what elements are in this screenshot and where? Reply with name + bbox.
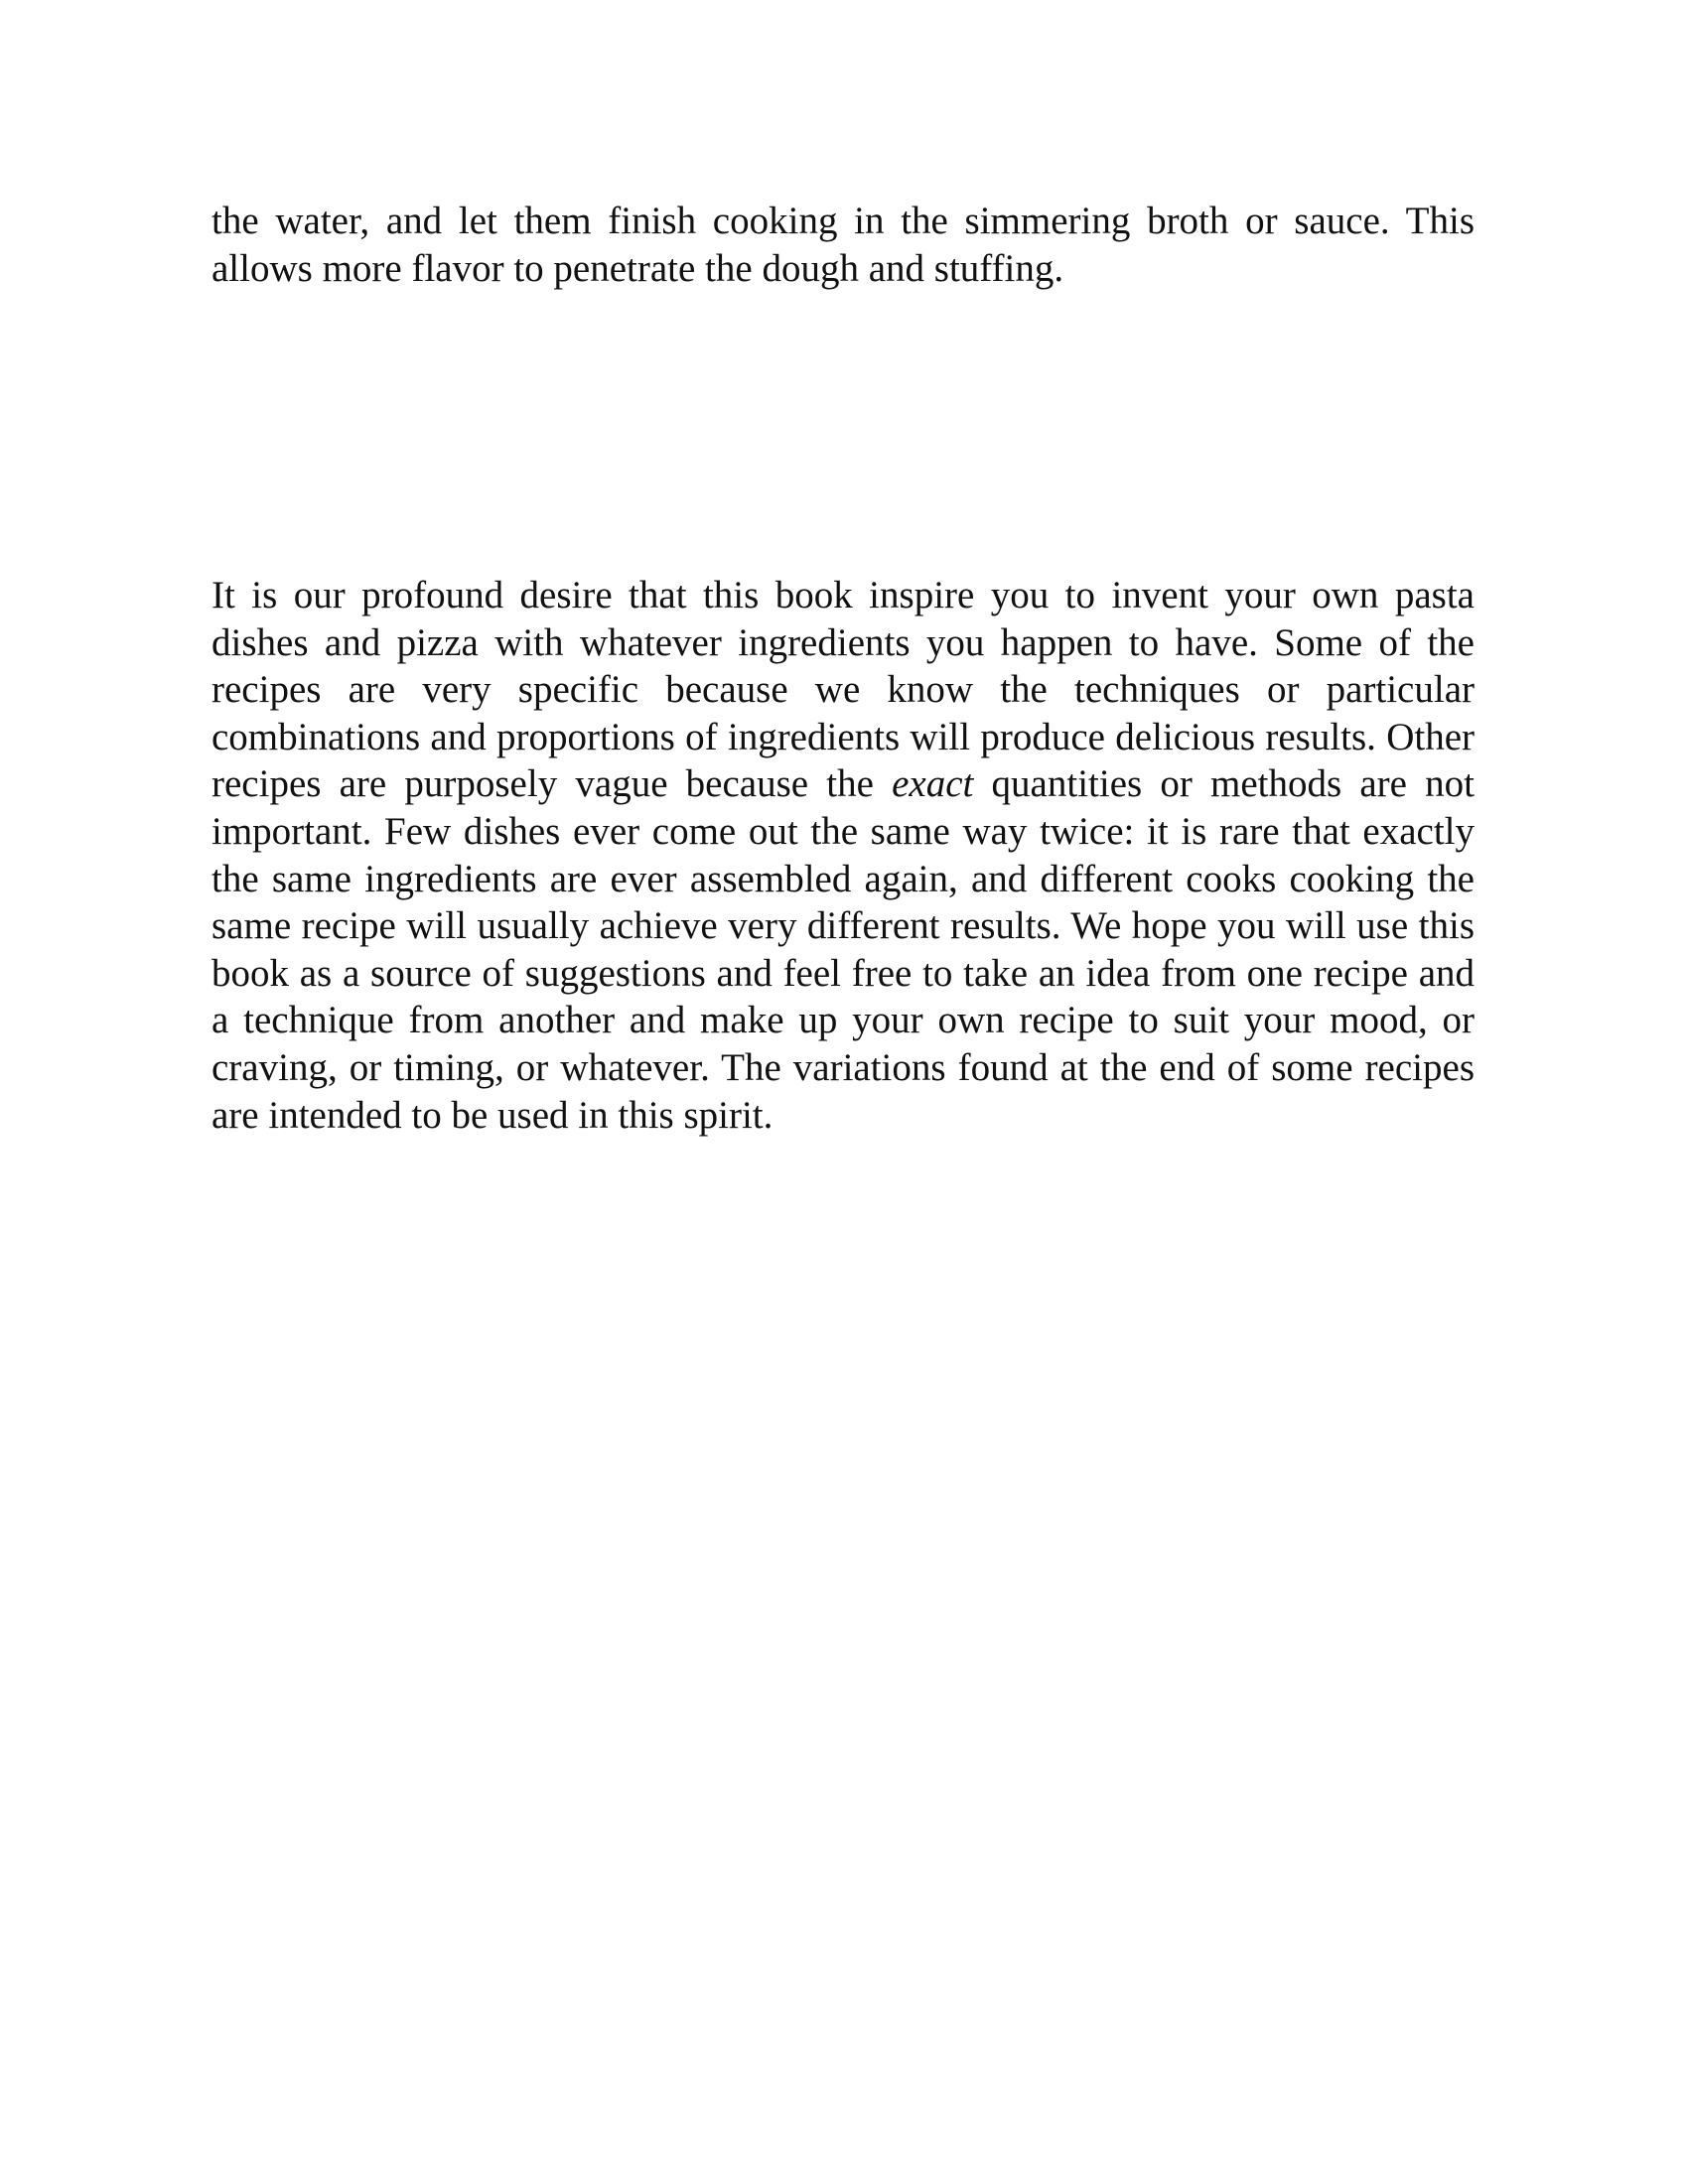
continuation-paragraph: the water, and let them finish cooking in the simmering broth or sauce. This allows more flavor to penetrate the dough and stuffing.	[211, 200, 1475, 290]
intro-paragraph	[211, 572, 1475, 1139]
intro-text-end: quantities or methods are not important. Few dishes ever come out the same way twice: it is rare that exactly the same ingredients are ever assembled again, and different cooks cooking the same recipe will usually achieve very different results. We hope you will use this book as a source of suggestions and feel free to take an idea from one recipe and a technique from another and make up your own recipe to suit your mood, or craving, or timing, or whatever. The variations found at the end of some recipes are intended to be used in this spirit.	[211, 762, 1475, 1137]
intro-text-start: It is our profound desire that this book inspire you to invent your own pasta dishes and pizza with whatever ingredients you happen to have. Some of the recipes are very specific because we know the techniques or particular combinations and proportions of ingredients will produce delicious results. Other recipes are purposely vague because the	[211, 574, 1475, 806]
emphasis-exact: exact	[892, 762, 974, 806]
